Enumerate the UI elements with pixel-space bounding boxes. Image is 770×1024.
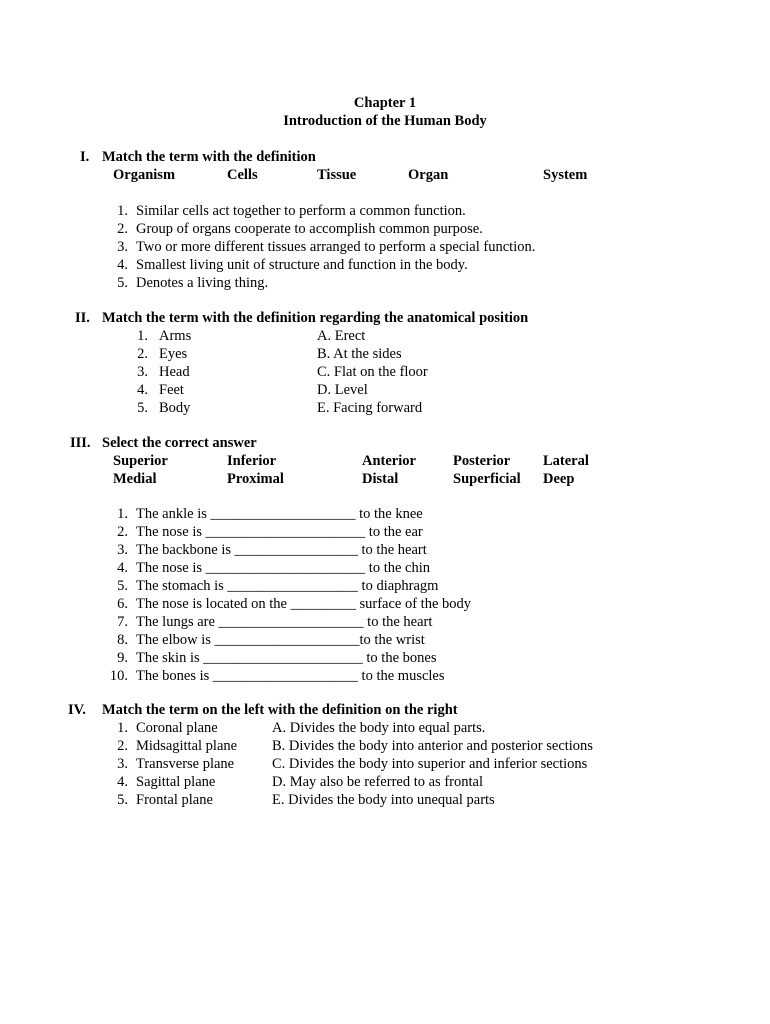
- term-posterior: Posterior: [453, 453, 511, 469]
- term-superficial: Superficial: [453, 471, 521, 487]
- page-title: Introduction of the Human Body: [283, 113, 487, 129]
- term-system: System: [543, 167, 588, 183]
- worksheet-page: Chapter 1 Introduction of the Human Body I. Match the term with the definition Organism Cells Tissue Organ System 1. Similar cells act together to perform a common function. 2. Group of organs cooperate to accomplish common purpose. 3. Two or more different tissues arranged to perform a special function. 4. Smallest living unit of structure and function in the body. 5. Denotes a living thing. II. Match the term with the definition regarding the anatomical position 1. Arms A. Erect 2. Eyes B. At the sides 3. Head C. Flat on the floor 4. Feet D. Level 5. Body E. Facing forward III. Select the correct answer Superior Inferior Anterior Posterior Lateral Medial Proximal Distal Superficial Deep 1. The ankle is ____________________ to the knee 2. The nose is ______________________ to the ear 3. The backbone is _________________ to the heart 4. The nose is ______________________ to the chin 5. The stomach is __________________ to diaphragm 6. The nose is located on the _________ surface of the body 7. The lungs are ____________________ to the heart 8. The elbow is ____________________to the wrist 9. The skin is ______________________ to the bones 10. The bones is ____________________ to the muscles IV. Match the term on the left with the definition on the right 1. Coronal plane A. Divides the body into equal parts. 2. Midsagittal plane B. Divides the body into anterior and posterior sections 3. Transverse plane C. Divides the body into superior and inferior sections 4. Sagittal plane D. May also be referred to as frontal 5. Frontal plane E. Divides the body into unequal parts: [0, 0, 770, 1024]
- term-lateral: Lateral: [543, 453, 589, 469]
- term-proximal: Proximal: [227, 471, 284, 487]
- term-tissue: Tissue: [317, 167, 357, 183]
- section-1-numeral: I.: [80, 149, 90, 165]
- chapter-heading: Chapter 1: [353, 95, 417, 111]
- term-cells: Cells: [227, 167, 258, 183]
- section-3-heading: Select the correct answer: [102, 435, 257, 451]
- section-2-numeral: II.: [75, 310, 90, 326]
- term-distal: Distal: [362, 471, 399, 487]
- section-4-numeral: IV.: [68, 702, 86, 718]
- term-superior: Superior: [113, 453, 168, 469]
- term-inferior: Inferior: [227, 453, 277, 469]
- section-4-heading: Match the term on the left with the definition on the right: [102, 702, 458, 718]
- term-organism: Organism: [113, 167, 176, 183]
- section-1-heading: Match the term with the definition: [102, 149, 316, 165]
- term-anterior: Anterior: [362, 453, 416, 469]
- section-3-numeral: III.: [70, 435, 91, 451]
- section-2-heading: Match the term with the definition regarding the anatomical position: [102, 310, 529, 326]
- term-organ: Organ: [408, 167, 449, 183]
- term-deep: Deep: [543, 471, 575, 487]
- term-medial: Medial: [113, 471, 157, 487]
